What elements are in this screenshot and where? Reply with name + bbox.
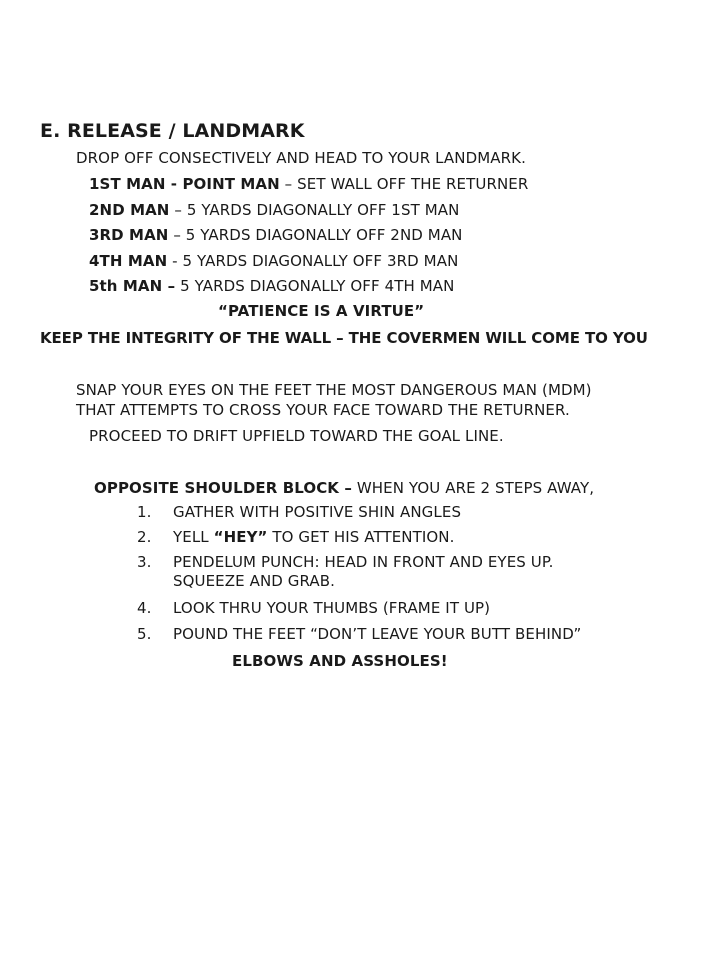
step-text: LOOK THRU YOUR THUMBS (FRAME IT UP) <box>173 599 491 617</box>
step-number: 3. <box>137 553 152 571</box>
step-text-bold: “HEY” <box>213 528 268 546</box>
step-2 <box>137 528 454 547</box>
assignment-separator: – <box>279 175 298 193</box>
assignment-2nd-man <box>89 201 459 220</box>
step-text-line-1: PENDELUM PUNCH: HEAD IN FRONT AND EYES UP. <box>173 553 554 571</box>
wall-integrity-text: KEEP THE INTEGRITY OF THE WALL – THE COVERMEN WILL COME TO YOU <box>40 329 648 347</box>
step-text: GATHER WITH POSITIVE SHIN ANGLES <box>173 503 462 521</box>
block-text: WHEN YOU ARE 2 STEPS AWAY, <box>351 479 595 497</box>
assignment-label: 4TH MAN <box>89 252 168 270</box>
patience-text: “PATIENCE IS A VIRTUE” <box>218 302 425 320</box>
block-label: OPPOSITE SHOULDER BLOCK – <box>94 479 352 497</box>
assignment-label: 2ND MAN <box>89 201 170 219</box>
assignment-text: SET WALL OFF THE RETURNER <box>297 175 529 193</box>
assignment-label: 3RD MAN <box>89 226 169 244</box>
step-number: 1. <box>137 503 152 521</box>
step-text-line-2: SQUEEZE AND GRAB. <box>173 572 336 590</box>
assignment-text: 5 YARDS DIAGONALLY OFF 4TH MAN <box>180 277 455 295</box>
step-1 <box>137 503 461 522</box>
assignment-4th-man <box>89 252 458 271</box>
assignment-separator: – <box>168 226 186 244</box>
step-number: 5. <box>137 625 152 643</box>
section-heading: E. RELEASE / LANDMARK <box>40 120 305 142</box>
assignment-label: 1ST MAN - POINT MAN <box>89 175 280 193</box>
assignment-5th-man <box>89 277 455 296</box>
snap-eyes-line-2: THAT ATTEMPTS TO CROSS YOUR FACE TOWARD THE RETURNER. <box>76 401 570 419</box>
assignment-separator: – <box>169 201 187 219</box>
drift-line: PROCEED TO DRIFT UPFIELD TOWARD THE GOAL LINE. <box>89 427 504 445</box>
patience-motto <box>218 302 424 321</box>
step-4 <box>137 599 490 618</box>
closing-text: ELBOWS AND ASSHOLES! <box>232 652 448 670</box>
step-5 <box>137 625 581 644</box>
closing-line <box>232 652 448 671</box>
assignment-label: 5th MAN – <box>89 277 176 295</box>
assignment-1st-man <box>89 175 528 194</box>
step-number: 4. <box>137 599 152 617</box>
assignment-text: 5 YARDS DIAGONALLY OFF 2ND MAN <box>185 226 463 244</box>
intro-line: DROP OFF CONSECTIVELY AND HEAD TO YOUR LANDMARK. <box>76 149 526 167</box>
step-text-post: TO GET HIS ATTENTION. <box>267 528 455 546</box>
assignment-text: 5 YARDS DIAGONALLY OFF 3RD MAN <box>182 252 459 270</box>
opposite-shoulder-block-line <box>94 479 594 498</box>
assignment-3rd-man <box>89 226 463 245</box>
wall-integrity-line <box>40 329 648 348</box>
step-text: POUND THE FEET “DON’T LEAVE YOUR BUTT BEHIND” <box>173 625 582 643</box>
step-3 <box>137 553 554 591</box>
assignment-text: 5 YARDS DIAGONALLY OFF 1ST MAN <box>186 201 460 219</box>
step-text-pre: YELL <box>173 528 214 546</box>
assignment-separator: - <box>167 252 183 270</box>
snap-eyes-line-1: SNAP YOUR EYES ON THE FEET THE MOST DANGEROUS MAN (MDM) <box>76 381 592 399</box>
step-number: 2. <box>137 528 152 546</box>
